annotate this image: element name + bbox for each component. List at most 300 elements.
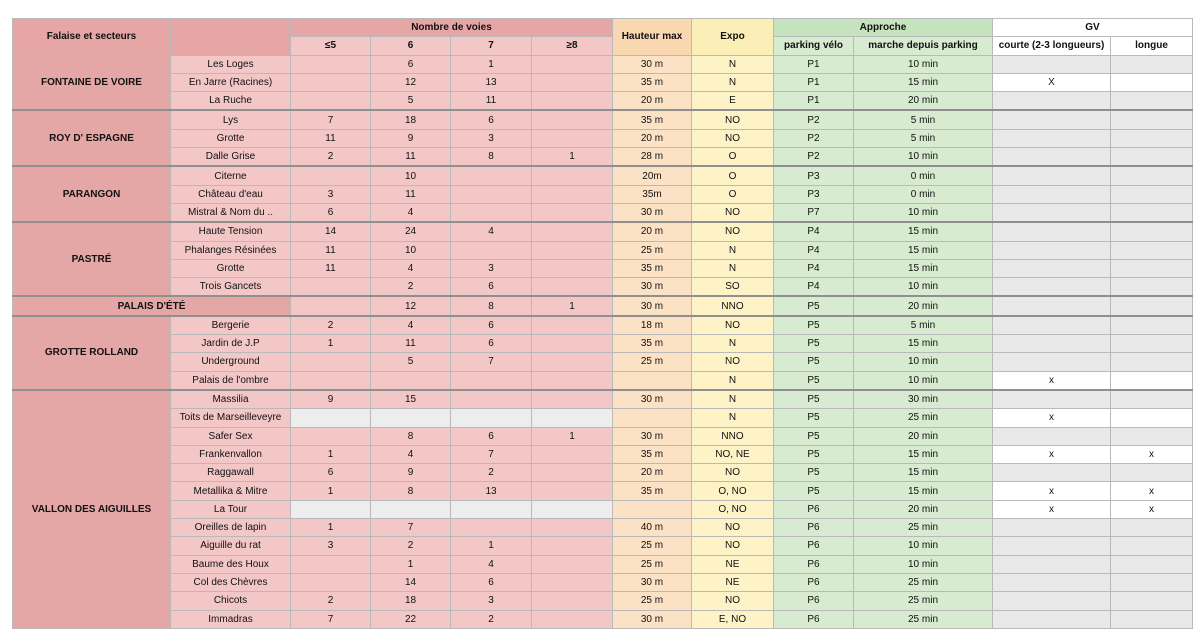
cell-longue xyxy=(1111,241,1193,259)
cell-expo: NO xyxy=(692,203,774,222)
falaise-name: PASTRÉ xyxy=(13,222,171,296)
header-falaise: Falaise et secteurs xyxy=(13,19,171,56)
secteur-name: Frankenvallon xyxy=(171,445,291,463)
cell-hauteur: 35 m xyxy=(613,335,692,353)
cell-parking: P4 xyxy=(774,241,854,259)
secteur-name: Palais de l'ombre xyxy=(171,371,291,390)
cell-ge8 xyxy=(532,185,613,203)
cell-7: 1 xyxy=(451,55,532,73)
cell-le5 xyxy=(291,409,371,427)
cell-courte xyxy=(993,555,1111,573)
cell-longue xyxy=(1111,409,1193,427)
cell-parking: P6 xyxy=(774,610,854,628)
cell-le5: 11 xyxy=(291,241,371,259)
cell-parking: P2 xyxy=(774,148,854,167)
cell-6: 11 xyxy=(371,185,451,203)
header-secteur-blank xyxy=(171,19,291,56)
cell-courte xyxy=(993,222,1111,241)
cell-ge8 xyxy=(532,537,613,555)
cell-7: 6 xyxy=(451,110,532,129)
cell-marche: 15 min xyxy=(854,73,993,91)
table-row xyxy=(13,537,1193,555)
cell-ge8 xyxy=(532,203,613,222)
cell-ge8 xyxy=(532,73,613,91)
cell-7: 7 xyxy=(451,353,532,371)
cell-7: 6 xyxy=(451,427,532,445)
cell-courte xyxy=(993,129,1111,147)
cell-longue xyxy=(1111,129,1193,147)
cell-7: 13 xyxy=(451,482,532,500)
table-row xyxy=(13,500,1193,518)
cell-le5 xyxy=(291,92,371,111)
cell-ge8 xyxy=(532,55,613,73)
cell-parking: P5 xyxy=(774,296,854,315)
cell-longue xyxy=(1111,592,1193,610)
header-longue: longue xyxy=(1111,37,1193,55)
cell-expo: O xyxy=(692,166,774,185)
secteur-name: Oreilles de lapin xyxy=(171,519,291,537)
cell-courte xyxy=(993,203,1111,222)
cell-marche: 0 min xyxy=(854,166,993,185)
table-row xyxy=(13,278,1193,297)
cell-marche: 25 min xyxy=(854,573,993,591)
cell-ge8 xyxy=(532,610,613,628)
cell-parking: P5 xyxy=(774,409,854,427)
cell-expo: NO xyxy=(692,222,774,241)
cell-hauteur: 20 m xyxy=(613,464,692,482)
cell-ge8 xyxy=(532,482,613,500)
cell-courte xyxy=(993,92,1111,111)
cell-expo: N xyxy=(692,335,774,353)
table-row xyxy=(13,203,1193,222)
cell-le5: 6 xyxy=(291,203,371,222)
table-row xyxy=(13,316,1193,335)
cell-parking: P6 xyxy=(774,537,854,555)
cell-hauteur: 35 m xyxy=(613,445,692,463)
cell-7: 7 xyxy=(451,445,532,463)
cell-ge8 xyxy=(532,500,613,518)
cell-parking: P5 xyxy=(774,353,854,371)
cell-hauteur: 30 m xyxy=(613,573,692,591)
cell-expo: NNO xyxy=(692,296,774,315)
secteur-name: Dalle Grise xyxy=(171,148,291,167)
cell-marche: 10 min xyxy=(854,278,993,297)
cell-6 xyxy=(371,371,451,390)
cell-parking: P5 xyxy=(774,427,854,445)
table-row xyxy=(13,427,1193,445)
cell-parking: P5 xyxy=(774,371,854,390)
cell-courte xyxy=(993,148,1111,167)
cell-6: 11 xyxy=(371,148,451,167)
cell-7: 11 xyxy=(451,92,532,111)
cell-hauteur: 30 m xyxy=(613,390,692,409)
cell-hauteur: 35 m xyxy=(613,482,692,500)
cell-6: 2 xyxy=(371,278,451,297)
cell-courte xyxy=(993,259,1111,277)
cell-ge8 xyxy=(532,464,613,482)
cell-longue xyxy=(1111,610,1193,628)
cell-marche: 15 min xyxy=(854,445,993,463)
cell-expo: NO xyxy=(692,110,774,129)
cell-hauteur: 30 m xyxy=(613,610,692,628)
cell-expo: N xyxy=(692,259,774,277)
cell-6: 4 xyxy=(371,203,451,222)
cell-marche: 25 min xyxy=(854,610,993,628)
cell-ge8 xyxy=(532,110,613,129)
table-row xyxy=(13,55,1193,73)
cell-ge8 xyxy=(532,409,613,427)
table-row xyxy=(13,592,1193,610)
cell-expo: O, NO xyxy=(692,482,774,500)
cell-6: 22 xyxy=(371,610,451,628)
secteur-name: Massilia xyxy=(171,390,291,409)
cell-longue xyxy=(1111,573,1193,591)
cell-expo: NO xyxy=(692,316,774,335)
table-row xyxy=(13,390,1193,409)
cell-7: 8 xyxy=(451,148,532,167)
cell-hauteur: 20 m xyxy=(613,92,692,111)
cell-parking: P1 xyxy=(774,55,854,73)
cell-hauteur: 30 m xyxy=(613,55,692,73)
cell-7: 2 xyxy=(451,610,532,628)
cell-6: 24 xyxy=(371,222,451,241)
cell-ge8: 1 xyxy=(532,427,613,445)
cell-hauteur xyxy=(613,371,692,390)
cell-longue xyxy=(1111,278,1193,297)
cell-hauteur: 25 m xyxy=(613,241,692,259)
table-row xyxy=(13,555,1193,573)
cell-hauteur: 30 m xyxy=(613,278,692,297)
secteur-name: Phalanges Résinées xyxy=(171,241,291,259)
cell-7: 1 xyxy=(451,537,532,555)
secteur-name: Grotte xyxy=(171,259,291,277)
secteur-name: Raggawall xyxy=(171,464,291,482)
cell-6: 4 xyxy=(371,259,451,277)
cell-courte xyxy=(993,592,1111,610)
secteur-name: Grotte xyxy=(171,129,291,147)
cell-6: 5 xyxy=(371,353,451,371)
header-parking: parking vélo xyxy=(774,37,854,55)
falaise-name: VALLON DES AIGUILLES xyxy=(13,390,171,628)
cell-parking: P1 xyxy=(774,92,854,111)
cell-marche: 15 min xyxy=(854,241,993,259)
secteur-name: Immadras xyxy=(171,610,291,628)
cell-le5: 11 xyxy=(291,129,371,147)
cell-le5: 2 xyxy=(291,592,371,610)
cell-6: 15 xyxy=(371,390,451,409)
cell-le5: 3 xyxy=(291,537,371,555)
cell-courte xyxy=(993,316,1111,335)
cell-hauteur: 30 m xyxy=(613,427,692,445)
cell-hauteur: 40 m xyxy=(613,519,692,537)
cell-longue xyxy=(1111,110,1193,129)
cell-6: 12 xyxy=(371,296,451,315)
secteur-name: Citerne xyxy=(171,166,291,185)
cell-courte xyxy=(993,427,1111,445)
cell-ge8 xyxy=(532,592,613,610)
cell-parking: P5 xyxy=(774,390,854,409)
header-nombre-voies: Nombre de voies xyxy=(291,19,613,37)
header-gv: GV xyxy=(993,19,1193,37)
table-row xyxy=(13,129,1193,147)
secteur-name: Chicots xyxy=(171,592,291,610)
cell-7 xyxy=(451,185,532,203)
cell-7: 3 xyxy=(451,592,532,610)
cell-6 xyxy=(371,409,451,427)
secteur-name: Bergerie xyxy=(171,316,291,335)
cell-expo: E, NO xyxy=(692,610,774,628)
table-row xyxy=(13,464,1193,482)
header-6: 6 xyxy=(371,37,451,55)
falaise-name: FONTAINE DE VOIRE xyxy=(13,55,171,110)
cell-7: 13 xyxy=(451,73,532,91)
cell-courte: x xyxy=(993,482,1111,500)
cell-expo: NO xyxy=(692,464,774,482)
cell-hauteur: 35 m xyxy=(613,73,692,91)
cell-hauteur: 30 m xyxy=(613,296,692,315)
cell-courte xyxy=(993,278,1111,297)
cell-expo: NE xyxy=(692,555,774,573)
cell-7: 6 xyxy=(451,573,532,591)
cell-hauteur: 25 m xyxy=(613,555,692,573)
cell-6: 2 xyxy=(371,537,451,555)
climbing-table xyxy=(12,18,1193,629)
cell-parking: P5 xyxy=(774,464,854,482)
falaise-name: GROTTE ROLLAND xyxy=(13,316,171,390)
header-marche: marche depuis parking xyxy=(854,37,993,55)
cell-6: 9 xyxy=(371,464,451,482)
cell-expo: NO xyxy=(692,592,774,610)
cell-hauteur: 35 m xyxy=(613,259,692,277)
cell-marche: 10 min xyxy=(854,371,993,390)
cell-6: 14 xyxy=(371,573,451,591)
cell-courte xyxy=(993,537,1111,555)
secteur-name: Haute Tension xyxy=(171,222,291,241)
cell-hauteur: 20 m xyxy=(613,222,692,241)
cell-ge8 xyxy=(532,555,613,573)
cell-marche: 20 min xyxy=(854,296,993,315)
cell-le5 xyxy=(291,278,371,297)
cell-marche: 20 min xyxy=(854,92,993,111)
cell-le5: 2 xyxy=(291,148,371,167)
cell-6: 8 xyxy=(371,482,451,500)
cell-parking: P6 xyxy=(774,519,854,537)
table-row xyxy=(13,482,1193,500)
table-row xyxy=(13,185,1193,203)
cell-le5 xyxy=(291,55,371,73)
header-expo: Expo xyxy=(692,19,774,56)
cell-marche: 15 min xyxy=(854,259,993,277)
cell-longue xyxy=(1111,148,1193,167)
cell-marche: 20 min xyxy=(854,500,993,518)
cell-6: 5 xyxy=(371,92,451,111)
cell-courte xyxy=(993,166,1111,185)
table-row xyxy=(13,259,1193,277)
cell-7 xyxy=(451,390,532,409)
cell-ge8 xyxy=(532,222,613,241)
secteur-name: Aiguille du rat xyxy=(171,537,291,555)
cell-expo: NO xyxy=(692,353,774,371)
table-row xyxy=(13,610,1193,628)
cell-7 xyxy=(451,241,532,259)
cell-7 xyxy=(451,500,532,518)
cell-le5: 11 xyxy=(291,259,371,277)
cell-parking: P5 xyxy=(774,316,854,335)
cell-longue: x xyxy=(1111,482,1193,500)
cell-ge8 xyxy=(532,371,613,390)
cell-ge8 xyxy=(532,445,613,463)
falaise-name: PARANGON xyxy=(13,166,171,222)
cell-ge8 xyxy=(532,259,613,277)
cell-longue xyxy=(1111,316,1193,335)
cell-marche: 15 min xyxy=(854,222,993,241)
cell-ge8 xyxy=(532,390,613,409)
cell-6: 1 xyxy=(371,555,451,573)
cell-ge8 xyxy=(532,278,613,297)
secteur-name: Safer Sex xyxy=(171,427,291,445)
cell-marche: 25 min xyxy=(854,592,993,610)
cell-longue xyxy=(1111,203,1193,222)
cell-6 xyxy=(371,500,451,518)
cell-marche: 10 min xyxy=(854,353,993,371)
cell-ge8 xyxy=(532,92,613,111)
cell-le5 xyxy=(291,500,371,518)
cell-le5 xyxy=(291,371,371,390)
cell-7: 4 xyxy=(451,555,532,573)
cell-longue xyxy=(1111,166,1193,185)
cell-courte: x xyxy=(993,371,1111,390)
cell-longue: x xyxy=(1111,500,1193,518)
cell-le5: 1 xyxy=(291,482,371,500)
cell-marche: 20 min xyxy=(854,427,993,445)
cell-hauteur: 35 m xyxy=(613,110,692,129)
cell-7 xyxy=(451,371,532,390)
table-row xyxy=(13,166,1193,185)
cell-expo: O xyxy=(692,185,774,203)
cell-6: 6 xyxy=(371,55,451,73)
cell-le5: 6 xyxy=(291,464,371,482)
cell-courte xyxy=(993,185,1111,203)
secteur-name: En Jarre (Racines) xyxy=(171,73,291,91)
cell-marche: 15 min xyxy=(854,482,993,500)
cell-6: 10 xyxy=(371,166,451,185)
cell-expo: NO xyxy=(692,519,774,537)
cell-7: 6 xyxy=(451,278,532,297)
cell-hauteur: 28 m xyxy=(613,148,692,167)
secteur-name: Toits de Marseilleveyre xyxy=(171,409,291,427)
cell-courte xyxy=(993,296,1111,315)
cell-le5: 9 xyxy=(291,390,371,409)
cell-expo: NE xyxy=(692,573,774,591)
table-row xyxy=(13,353,1193,371)
cell-longue xyxy=(1111,222,1193,241)
cell-longue xyxy=(1111,185,1193,203)
cell-longue xyxy=(1111,390,1193,409)
cell-expo: NNO xyxy=(692,427,774,445)
cell-le5 xyxy=(291,296,371,315)
cell-expo: N xyxy=(692,241,774,259)
cell-longue xyxy=(1111,259,1193,277)
table-row xyxy=(13,335,1193,353)
cell-expo: SO xyxy=(692,278,774,297)
cell-expo: N xyxy=(692,73,774,91)
secteur-name: Col des Chèvres xyxy=(171,573,291,591)
header-approche: Approche xyxy=(774,19,993,37)
header-7: 7 xyxy=(451,37,532,55)
cell-6: 8 xyxy=(371,427,451,445)
cell-longue xyxy=(1111,353,1193,371)
cell-longue xyxy=(1111,427,1193,445)
cell-ge8 xyxy=(532,519,613,537)
cell-le5: 1 xyxy=(291,335,371,353)
cell-parking: P6 xyxy=(774,555,854,573)
cell-7: 3 xyxy=(451,129,532,147)
secteur-name: La Tour xyxy=(171,500,291,518)
cell-expo: N xyxy=(692,371,774,390)
cell-hauteur: 25 m xyxy=(613,353,692,371)
cell-7 xyxy=(451,519,532,537)
cell-longue xyxy=(1111,555,1193,573)
cell-hauteur: 25 m xyxy=(613,592,692,610)
cell-parking: P4 xyxy=(774,222,854,241)
cell-courte xyxy=(993,353,1111,371)
cell-marche: 25 min xyxy=(854,409,993,427)
cell-expo: O, NO xyxy=(692,500,774,518)
cell-marche: 10 min xyxy=(854,148,993,167)
cell-6: 7 xyxy=(371,519,451,537)
cell-parking: P3 xyxy=(774,185,854,203)
cell-le5 xyxy=(291,73,371,91)
cell-7: 6 xyxy=(451,335,532,353)
cell-7 xyxy=(451,166,532,185)
cell-ge8 xyxy=(532,335,613,353)
cell-le5: 2 xyxy=(291,316,371,335)
cell-expo: NO xyxy=(692,537,774,555)
cell-ge8 xyxy=(532,241,613,259)
cell-ge8 xyxy=(532,316,613,335)
cell-marche: 15 min xyxy=(854,335,993,353)
cell-courte xyxy=(993,390,1111,409)
cell-hauteur xyxy=(613,500,692,518)
cell-6: 4 xyxy=(371,445,451,463)
cell-7: 8 xyxy=(451,296,532,315)
cell-courte: x xyxy=(993,500,1111,518)
cell-expo: N xyxy=(692,55,774,73)
cell-expo: O xyxy=(692,148,774,167)
cell-expo: N xyxy=(692,390,774,409)
cell-courte xyxy=(993,573,1111,591)
cell-ge8 xyxy=(532,166,613,185)
cell-longue xyxy=(1111,335,1193,353)
cell-longue xyxy=(1111,296,1193,315)
cell-longue xyxy=(1111,92,1193,111)
table-body xyxy=(13,55,1193,628)
table-row xyxy=(13,110,1193,129)
table-row xyxy=(13,296,1193,315)
cell-expo: NO, NE xyxy=(692,445,774,463)
cell-le5: 14 xyxy=(291,222,371,241)
header-courte: courte (2-3 longueurs) xyxy=(993,37,1111,55)
cell-7: 3 xyxy=(451,259,532,277)
secteur-name: Château d'eau xyxy=(171,185,291,203)
cell-ge8 xyxy=(532,353,613,371)
cell-longue xyxy=(1111,464,1193,482)
header-le5: ≤5 xyxy=(291,37,371,55)
cell-hauteur: 25 m xyxy=(613,537,692,555)
cell-hauteur: 20m xyxy=(613,166,692,185)
table-row xyxy=(13,148,1193,167)
cell-hauteur: 30 m xyxy=(613,203,692,222)
